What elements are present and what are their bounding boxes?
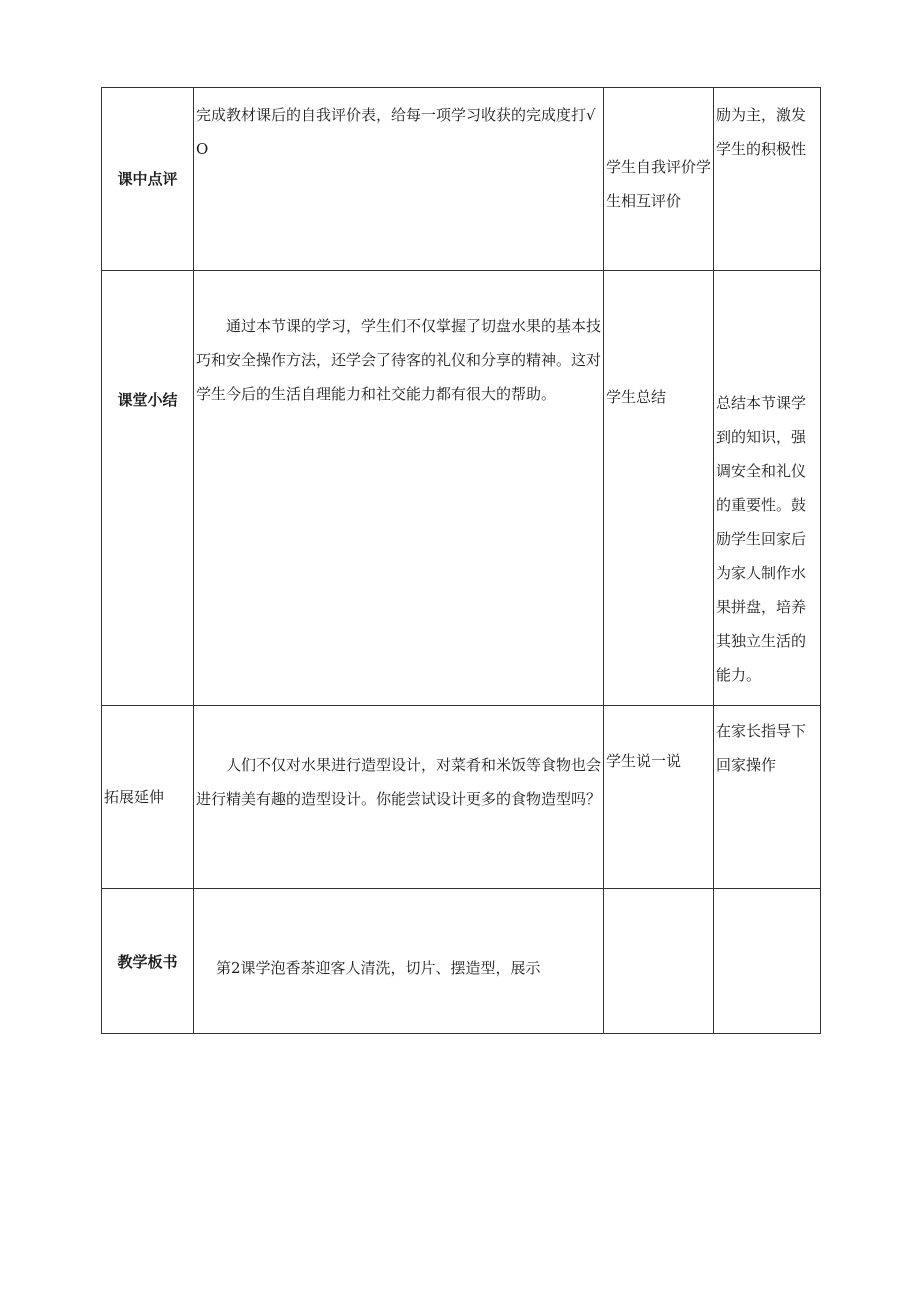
row-label: 教学板书: [102, 889, 194, 1034]
row-content: [194, 706, 604, 889]
table-row: [102, 706, 821, 889]
student-activity: [604, 88, 714, 271]
note-text: 总结本节课学到的知识，强调安全和礼仪的重要性。鼓励学生回家后为家人制作水果拼盘，培养其独立生活的能力。: [716, 394, 807, 684]
row-label: 课中点评: [102, 88, 194, 271]
student-activity: [604, 706, 714, 889]
teacher-note: [714, 271, 821, 706]
content-text: 人们不仅对水果进行造型设计，对菜肴和米饭等食物也会进行精美有趣的造型设计。你能尝试设计更多的食物造型吗？: [196, 756, 602, 808]
student-text: 学生说一说: [606, 752, 682, 770]
student-text: 学生总结: [606, 388, 667, 406]
teacher-note: [714, 706, 821, 889]
student-activity: [604, 889, 714, 1034]
row-content: [194, 889, 604, 1034]
row-label: 拓展延伸: [102, 706, 194, 889]
table-row: [102, 271, 821, 706]
note-text: 励为主，激发学生的积极性: [716, 106, 807, 158]
table-row: [102, 889, 821, 1034]
lesson-plan-table: [101, 87, 821, 1034]
content-text: 完成教材课后的自我评价表，给每一项学习收获的完成度打√O: [196, 106, 596, 158]
table-row: [102, 88, 821, 271]
student-activity: [604, 271, 714, 706]
teacher-note: [714, 88, 821, 271]
row-content: [194, 271, 604, 706]
content-text: 通过本节课的学习，学生们不仅掌握了切盘水果的基本技巧和安全操作方法，还学会了待客的礼仪和分享的精神。这对学生今后的生活自理能力和社交能力都有很大的帮助。: [196, 317, 602, 403]
student-text: 学生自我评价学生相互评价: [606, 158, 712, 210]
row-label: 课堂小结: [102, 271, 194, 706]
note-text: 在家长指导下回家操作: [716, 722, 807, 774]
teacher-note: [714, 889, 821, 1034]
row-content: [194, 88, 604, 271]
content-text: 第2课学泡香茶迎客人清洗，切片、摆造型，展示: [216, 959, 541, 977]
